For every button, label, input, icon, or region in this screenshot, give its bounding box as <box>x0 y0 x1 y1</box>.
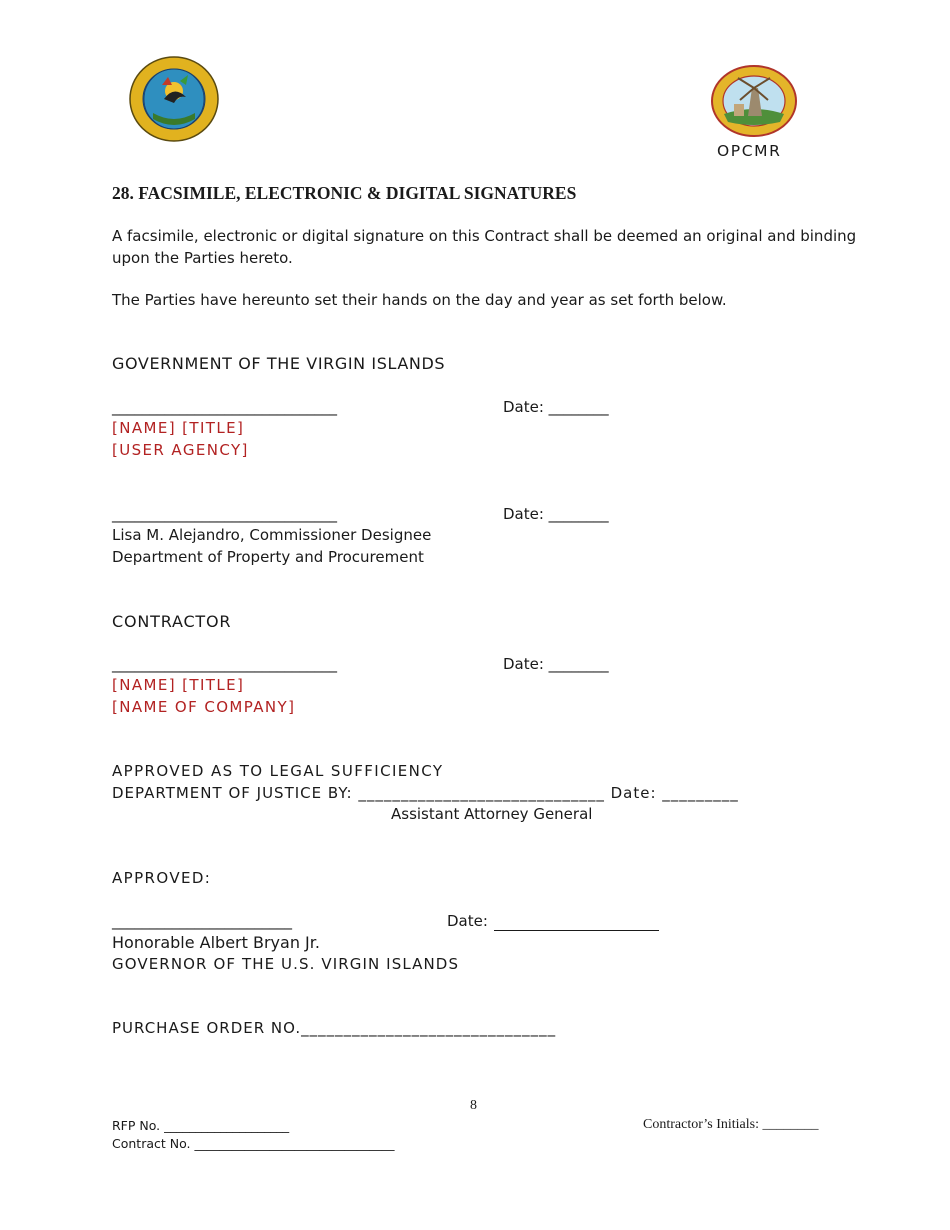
justice-signature-line: DEPARTMENT OF JUSTICE BY: _____________________________ Date: _________ <box>112 784 739 802</box>
gov-date-2: Date: ________ <box>503 505 609 523</box>
governor-signature-line: ________________________ <box>112 912 292 930</box>
governor-title: GOVERNOR OF THE U.S. VIRGIN ISLANDS <box>112 955 460 973</box>
purchase-order-line: PURCHASE ORDER NO.______________________________ <box>112 1019 557 1037</box>
page-number: 8 <box>470 1098 477 1113</box>
gov-name-title-placeholder: [NAME] [TITLE] <box>112 419 245 437</box>
contractor-initials-line: Contractor’s Initials: ________ <box>643 1117 819 1132</box>
contractor-name-title-placeholder: [NAME] [TITLE] <box>112 676 245 694</box>
contractor-heading: CONTRACTOR <box>112 612 232 631</box>
assistant-attorney-general: Assistant Attorney General <box>391 805 593 823</box>
department-name: Department of Property and Procurement <box>112 548 424 566</box>
contractor-company-placeholder: [NAME OF COMPANY] <box>112 698 296 716</box>
governor-date-label: Date: <box>447 912 488 930</box>
approved-heading: APPROVED: <box>112 869 212 887</box>
commissioner-name: Lisa M. Alejandro, Commissioner Designee <box>112 526 432 544</box>
paragraph-1-line-1: A facsimile, electronic or digital signature on this Contract shall be deemed an original and binding <box>112 227 857 245</box>
paragraph-1-line-2: upon the Parties hereto. <box>112 249 293 267</box>
governor-date-line <box>494 930 659 931</box>
org-label: OPCMR <box>717 142 782 160</box>
contractor-signature-line: ______________________________ <box>112 655 337 673</box>
rfp-number-line: RFP No. ____________________ <box>112 1118 290 1133</box>
paragraph-2: The Parties have hereunto set their hands on the day and year as set forth below. <box>112 291 727 309</box>
gov-user-agency-placeholder: [USER AGENCY] <box>112 441 249 459</box>
section-heading: 28. FACSIMILE, ELECTRONIC & DIGITAL SIGNATURES <box>112 183 577 203</box>
contract-number-line: Contract No. ________________________________ <box>112 1136 395 1151</box>
contractor-date: Date: ________ <box>503 655 609 673</box>
usvi-government-seal <box>128 55 220 143</box>
gov-signature-line-1: ______________________________ <box>112 398 337 416</box>
gov-signature-line-2: ______________________________ <box>112 505 337 523</box>
governor-name: Honorable Albert Bryan Jr. <box>112 933 320 952</box>
property-procurement-seal <box>710 64 798 138</box>
legal-sufficiency-line: APPROVED AS TO LEGAL SUFFICIENCY <box>112 762 444 780</box>
gov-date-1: Date: ________ <box>503 398 609 416</box>
government-heading: GOVERNMENT OF THE VIRGIN ISLANDS <box>112 354 446 373</box>
